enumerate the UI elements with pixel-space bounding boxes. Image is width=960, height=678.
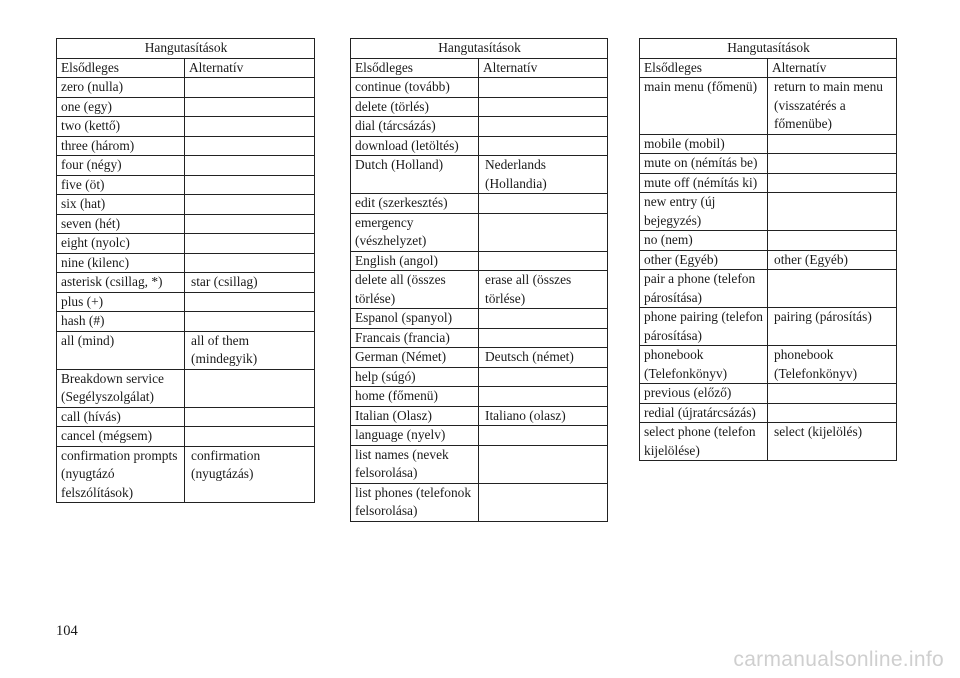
command-alternative: [479, 387, 608, 407]
command-alternative: [768, 384, 897, 404]
command-primary: download (letöltés): [351, 136, 479, 156]
table-row: [351, 194, 608, 214]
command-alternative: [768, 403, 897, 423]
command-primary: confirmation prompts (nyugtázó felszólítások): [57, 446, 185, 503]
table-row: [351, 251, 608, 271]
command-primary: all (mind): [57, 331, 185, 369]
table-row: [640, 78, 897, 135]
command-alternative: [479, 445, 608, 483]
table-row: [57, 175, 315, 195]
command-alternative: [479, 309, 608, 329]
voice-commands-table-2: [350, 38, 608, 522]
command-alternative: [479, 251, 608, 271]
command-primary: four (négy): [57, 156, 185, 176]
table-row: [351, 426, 608, 446]
command-primary: call (hívás): [57, 407, 185, 427]
command-primary: home (főmenü): [351, 387, 479, 407]
table-row: [351, 156, 608, 194]
command-alternative: [479, 426, 608, 446]
command-primary: language (nyelv): [351, 426, 479, 446]
command-primary: cancel (mégsem): [57, 427, 185, 447]
command-alternative: [185, 253, 315, 273]
command-primary: seven (hét): [57, 214, 185, 234]
command-primary: previous (előző): [640, 384, 768, 404]
table-row: [57, 407, 315, 427]
table-row: [640, 270, 897, 308]
command-primary: new entry (új bejegyzés): [640, 193, 768, 231]
command-primary: no (nem): [640, 231, 768, 251]
command-alternative: [479, 117, 608, 137]
command-primary: mute on (némítás be): [640, 154, 768, 174]
table-row: [351, 367, 608, 387]
command-alternative: [768, 270, 897, 308]
command-alternative: [768, 134, 897, 154]
command-alternative: [185, 78, 315, 98]
table-row: [351, 271, 608, 309]
command-primary: asterisk (csillag, *): [57, 273, 185, 293]
command-primary: mute off (némítás ki): [640, 173, 768, 193]
command-primary: dial (tárcsázás): [351, 117, 479, 137]
command-primary: German (Német): [351, 348, 479, 368]
table-row: [351, 387, 608, 407]
command-primary: continue (tovább): [351, 78, 479, 98]
command-alternative: other (Egyéb): [768, 250, 897, 270]
command-alternative: Nederlands (Hollandia): [479, 156, 608, 194]
command-primary: edit (szerkesztés): [351, 194, 479, 214]
column-header-alternative: Alternatív: [185, 58, 315, 78]
table-row: [640, 308, 897, 346]
command-alternative: [479, 136, 608, 156]
command-primary: Francais (francia): [351, 328, 479, 348]
command-primary: select phone (telefon kijelölése): [640, 423, 768, 461]
table-row: [57, 195, 315, 215]
command-alternative: [185, 97, 315, 117]
table-row: [351, 97, 608, 117]
table-row: [57, 446, 315, 503]
column-header-primary: Elsődleges: [640, 58, 768, 78]
command-alternative: erase all (összes törlése): [479, 271, 608, 309]
table-title: Hangutasítások: [640, 39, 897, 59]
command-primary: phonebook (Telefonkönyv): [640, 346, 768, 384]
command-alternative: phonebook (Telefonkönyv): [768, 346, 897, 384]
command-primary: eight (nyolc): [57, 234, 185, 254]
command-primary: hash (#): [57, 312, 185, 332]
table-row: [57, 369, 315, 407]
table-row: [351, 213, 608, 251]
command-alternative: [185, 312, 315, 332]
table-row: [351, 406, 608, 426]
command-alternative: pairing (párosítás): [768, 308, 897, 346]
table-row: [57, 78, 315, 98]
table-row: [640, 231, 897, 251]
command-alternative: [185, 427, 315, 447]
command-alternative: confirmation (nyugtázás): [185, 446, 315, 503]
command-alternative: [768, 154, 897, 174]
command-alternative: [479, 483, 608, 521]
voice-commands-table-3: [639, 38, 897, 461]
table-row: [351, 136, 608, 156]
table-row: [351, 117, 608, 137]
table-row: [640, 423, 897, 461]
command-primary: two (kettő): [57, 117, 185, 137]
command-primary: help (súgó): [351, 367, 479, 387]
command-alternative: Italiano (olasz): [479, 406, 608, 426]
table-row: [57, 214, 315, 234]
command-primary: other (Egyéb): [640, 250, 768, 270]
command-alternative: [185, 369, 315, 407]
page-number: 104: [56, 623, 78, 639]
table-row: [57, 156, 315, 176]
command-alternative: [479, 194, 608, 214]
command-alternative: [185, 292, 315, 312]
command-primary: nine (kilenc): [57, 253, 185, 273]
command-primary: three (három): [57, 136, 185, 156]
command-alternative: star (csillag): [185, 273, 315, 293]
table-row: [351, 328, 608, 348]
command-alternative: [185, 175, 315, 195]
table-row: [57, 331, 315, 369]
command-primary: redial (újratárcsázás): [640, 403, 768, 423]
command-alternative: [479, 97, 608, 117]
command-alternative: [768, 173, 897, 193]
command-alternative: [185, 136, 315, 156]
table-row: [57, 234, 315, 254]
table-row: [351, 78, 608, 98]
column-header-primary: Elsődleges: [351, 58, 479, 78]
command-primary: one (egy): [57, 97, 185, 117]
table-row: [57, 117, 315, 137]
table-row: [640, 250, 897, 270]
command-alternative: [185, 156, 315, 176]
command-primary: pair a phone (telefon párosítása): [640, 270, 768, 308]
command-primary: Breakdown service (Segélyszolgálat): [57, 369, 185, 407]
command-alternative: return to main menu (visszatérés a főmenübe): [768, 78, 897, 135]
command-primary: Dutch (Holland): [351, 156, 479, 194]
command-primary: six (hat): [57, 195, 185, 215]
table-row: [57, 136, 315, 156]
command-primary: list phones (telefonok felsorolása): [351, 483, 479, 521]
command-alternative: [185, 214, 315, 234]
table-row: [351, 445, 608, 483]
table-row: [57, 427, 315, 447]
command-primary: five (öt): [57, 175, 185, 195]
table-row: [57, 312, 315, 332]
command-primary: delete (törlés): [351, 97, 479, 117]
table-row: [640, 346, 897, 384]
command-alternative: Deutsch (német): [479, 348, 608, 368]
command-primary: Italian (Olasz): [351, 406, 479, 426]
table-row: [640, 134, 897, 154]
table-title: Hangutasítások: [57, 39, 315, 59]
command-alternative: [768, 231, 897, 251]
table-row: [351, 348, 608, 368]
command-alternative: [185, 195, 315, 215]
table-row: [351, 483, 608, 521]
command-primary: phone pairing (telefon párosítása): [640, 308, 768, 346]
table-row: [57, 273, 315, 293]
column-header-primary: Elsődleges: [57, 58, 185, 78]
table-row: [57, 97, 315, 117]
voice-commands-table-1: [56, 38, 315, 503]
command-primary: delete all (összes törlése): [351, 271, 479, 309]
table-row: [57, 292, 315, 312]
table-title: Hangutasítások: [351, 39, 608, 59]
table-row: [640, 193, 897, 231]
command-primary: list names (nevek felsorolása): [351, 445, 479, 483]
command-alternative: [185, 407, 315, 427]
watermark: carmanualsonline.info: [733, 648, 944, 671]
command-primary: plus (+): [57, 292, 185, 312]
command-primary: zero (nulla): [57, 78, 185, 98]
table-row: [57, 253, 315, 273]
table-row: [640, 384, 897, 404]
command-alternative: [479, 213, 608, 251]
command-alternative: [185, 234, 315, 254]
command-alternative: select (kijelölés): [768, 423, 897, 461]
table-row: [351, 309, 608, 329]
table-row: [640, 173, 897, 193]
command-primary: main menu (főmenü): [640, 78, 768, 135]
command-primary: English (angol): [351, 251, 479, 271]
column-header-alternative: Alternatív: [479, 58, 608, 78]
command-primary: Espanol (spanyol): [351, 309, 479, 329]
table-row: [640, 154, 897, 174]
command-alternative: all of them (mindegyik): [185, 331, 315, 369]
table-row: [640, 403, 897, 423]
command-alternative: [479, 78, 608, 98]
column-header-alternative: Alternatív: [768, 58, 897, 78]
command-primary: mobile (mobil): [640, 134, 768, 154]
command-alternative: [185, 117, 315, 137]
command-alternative: [479, 328, 608, 348]
command-primary: emergency (vészhelyzet): [351, 213, 479, 251]
command-alternative: [479, 367, 608, 387]
command-alternative: [768, 193, 897, 231]
